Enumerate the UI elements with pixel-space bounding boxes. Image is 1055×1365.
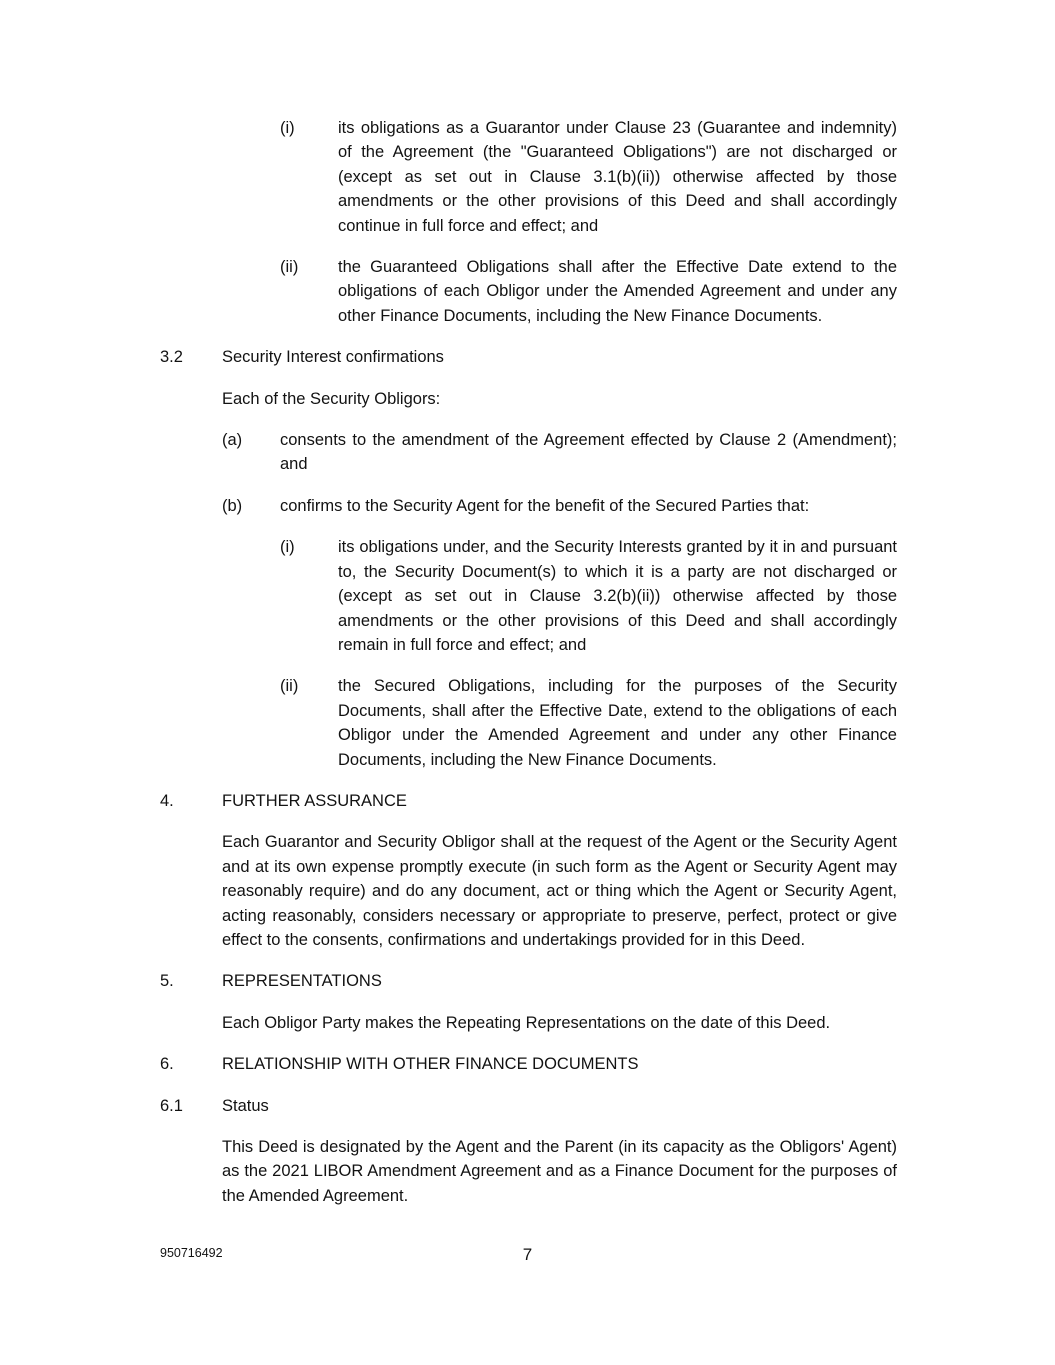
list-marker: (b): [222, 496, 243, 515]
list-item-text: the Guaranteed Obligations shall after the Effective Date extend to the obligations of each Obligor under the Amended Agreement and under any other Finance Documents, including the New Finance Documents.: [338, 258, 897, 325]
clause-title: RELATIONSHIP WITH OTHER FINANCE DOCUMENTS: [222, 1055, 639, 1074]
document-body: [160, 116, 897, 1225]
list-item-text: its obligations under, and the Security Interests granted by it in and pursuant to, the Security Document(s) to which it is a party are not discharged or (except as set out in Clause 3.2(b)(ii)) otherwise affected by those amendments or the other provisions of this Deed and shall accordingly remain in full force and effect; and: [338, 538, 897, 654]
list-item-text: the Secured Obligations, including for the purposes of the Security Documents, shall after the Effective Date, extend to the obligations of each Obligor under the Amended Agreement and under any other Finance Documents, including the New Finance Documents.: [338, 677, 897, 769]
clause-number: 5.: [160, 972, 174, 991]
clause-6-1-body: This Deed is designated by the Agent and the Parent (in its capacity as the Obligors' Agent) as the 2021 LIBOR Amendment Agreement and as a Finance Document for the purposes of the Amended Agreement.: [222, 1138, 897, 1205]
list-item-text: confirms to the Security Agent for the benefit of the Secured Parties that:: [280, 496, 810, 515]
footer-doc-ref: 950716492: [160, 1246, 223, 1260]
list-item-3-1-ii: [280, 255, 897, 328]
clause-number: 3.2: [160, 348, 183, 367]
clause-heading-6: [160, 1052, 897, 1076]
clause-number: 4.: [160, 791, 174, 810]
list-item-3-1-i: [280, 116, 897, 238]
footer-page-number: 7: [522, 1245, 533, 1264]
clause-5-body: Each Obligor Party makes the Repeating Representations on the date of this Deed.: [222, 1013, 831, 1032]
list-item-3-2-b: [222, 494, 897, 518]
list-marker: (a): [222, 431, 243, 450]
clause-title: Security Interest confirmations: [222, 348, 444, 367]
list-marker: (i): [280, 119, 295, 137]
clause-heading-4: [160, 789, 897, 813]
clause-title: REPRESENTATIONS: [222, 972, 382, 991]
clause-heading-5: [160, 969, 897, 993]
clause-number: 6.1: [160, 1096, 183, 1115]
list-item-3-2-a: [222, 428, 897, 477]
clause-4-body: Each Guarantor and Security Obligor shall at the request of the Agent or the Security Agent and at its own expense promptly execute (in such form as the Agent or Security Agent may reasonably require) and do any document, act or thing which the Agent or Security Agent, acting reasonably, considers necessary or appropriate to preserve, perfect, protect or give effect to the consents, confirmations and undertakings provided for in this Deed.: [222, 833, 897, 949]
list-item-3-2-b-ii: [280, 674, 897, 772]
list-item-text: consents to the amendment of the Agreement effected by Clause 2 (Amendment); and: [280, 431, 897, 474]
clause-heading-6-1: [160, 1094, 897, 1118]
list-marker: (ii): [280, 677, 299, 696]
list-marker: (ii): [280, 258, 299, 277]
list-item-3-2-b-i: [280, 535, 897, 657]
clause-title: FURTHER ASSURANCE: [222, 791, 407, 810]
clause-title: Status: [222, 1096, 269, 1115]
clause-heading-3-2: [160, 345, 897, 369]
clause-number: 6.: [160, 1055, 174, 1074]
list-marker: (i): [280, 538, 295, 557]
list-item-text: its obligations as a Guarantor under Clause 23 (Guarantee and indemnity) of the Agreement (the "Guaranteed Obligations") are not discharged or (except as set out in Clause 3.1(b)(ii)) otherwise affected by those amendments or the other provisions of this Deed and shall accordingly continue in full force and effect; and: [338, 119, 897, 235]
clause-3-2-intro: Each of the Security Obligors:: [222, 389, 441, 408]
